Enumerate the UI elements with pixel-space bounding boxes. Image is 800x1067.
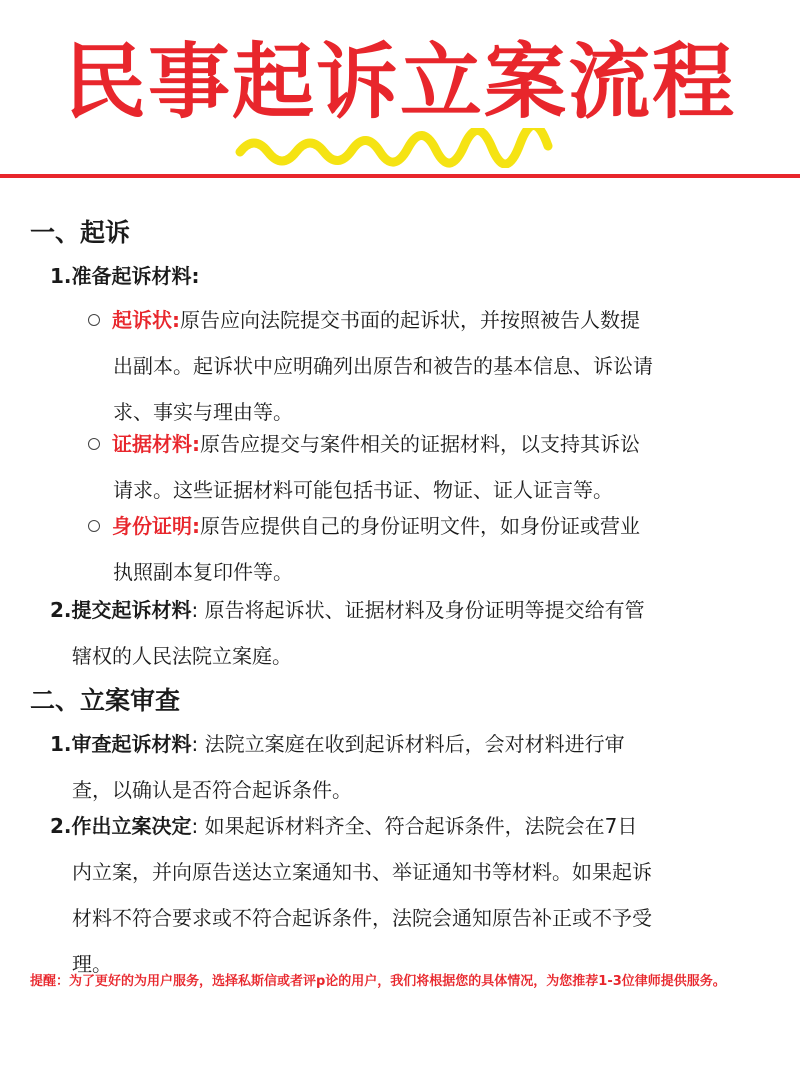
bullet-item-complaint bbox=[88, 297, 768, 435]
section2-item-2 bbox=[50, 803, 770, 987]
bullet-text-cont: 出副本。起诉状中应明确列出原告和被告的基本信息、诉讼请 bbox=[113, 354, 653, 378]
item-text-cont: 材料不符合要求或不符合起诉条件，法院会通知原告补正或不予受 bbox=[72, 906, 652, 930]
item-number: 1. bbox=[50, 732, 72, 756]
bullet-lead: 起诉状: bbox=[112, 308, 180, 332]
bullet-item-evidence bbox=[88, 421, 768, 513]
section1-item-1 bbox=[50, 253, 770, 299]
item-number: 2. bbox=[50, 814, 72, 838]
item-number: 1. bbox=[50, 264, 72, 288]
title-area bbox=[0, 0, 800, 180]
item-lead: 提交起诉材料 bbox=[71, 598, 192, 622]
section-heading-2: 二、立案审查 bbox=[30, 686, 181, 715]
bullet-text-cont: 执照副本复印件等。 bbox=[113, 560, 293, 584]
circle-bullet-icon bbox=[88, 520, 100, 532]
item-text-cont: 查，以确认是否符合起诉条件。 bbox=[72, 778, 352, 802]
item-number: 2. bbox=[50, 598, 72, 622]
section1-item-2 bbox=[50, 587, 770, 679]
item-lead: 作出立案决定 bbox=[71, 814, 192, 838]
bullet-item-identity bbox=[88, 503, 768, 595]
item-text-cont: 内立案，并向原告送达立案通知书、举证通知书等材料。如果起诉 bbox=[72, 860, 652, 884]
circle-bullet-icon bbox=[88, 438, 100, 450]
item-lead: 准备起诉材料: bbox=[71, 264, 200, 288]
bullet-text: 原告应提供自己的身份证明文件，如身份证或营业 bbox=[200, 514, 640, 538]
title-divider bbox=[0, 174, 800, 178]
bullet-text-cont: 求、事实与理由等。 bbox=[113, 400, 293, 424]
bullet-lead: 身份证明: bbox=[112, 514, 200, 538]
section-heading-1: 一、起诉 bbox=[30, 218, 131, 247]
squiggle-underline-icon bbox=[232, 128, 572, 168]
bullet-text-cont: 请求。这些证据材料可能包括书证、物证、证人证言等。 bbox=[113, 478, 613, 502]
item-text: : 原告将起诉状、证据材料及身份证明等提交给有管 bbox=[191, 598, 645, 622]
circle-bullet-icon bbox=[88, 314, 100, 326]
item-text: : 法院立案庭在收到起诉材料后，会对材料进行审 bbox=[191, 732, 625, 756]
bullet-text: 原告应向法院提交书面的起诉状，并按照被告人数提 bbox=[180, 308, 640, 332]
bullet-lead: 证据材料: bbox=[112, 432, 200, 456]
item-text-cont: 理。 bbox=[72, 952, 112, 976]
item-lead: 审查起诉材料 bbox=[71, 732, 192, 756]
section2-item-1 bbox=[50, 721, 770, 813]
item-text-cont: 辖权的人民法院立案庭。 bbox=[72, 644, 292, 668]
page-title: 民事起诉立案流程 bbox=[63, 35, 736, 130]
item-text: : 如果起诉材料齐全、符合起诉条件，法院会在7日 bbox=[191, 814, 638, 838]
bullet-text: 原告应提交与案件相关的证据材料，以支持其诉讼 bbox=[200, 432, 640, 456]
footer-reminder: 提醒：为了更好的为用户服务，选择私斯信或者评p论的用户，我们将根据您的具体情况，为您推荐1-3位律师提供服务。 bbox=[30, 974, 726, 989]
